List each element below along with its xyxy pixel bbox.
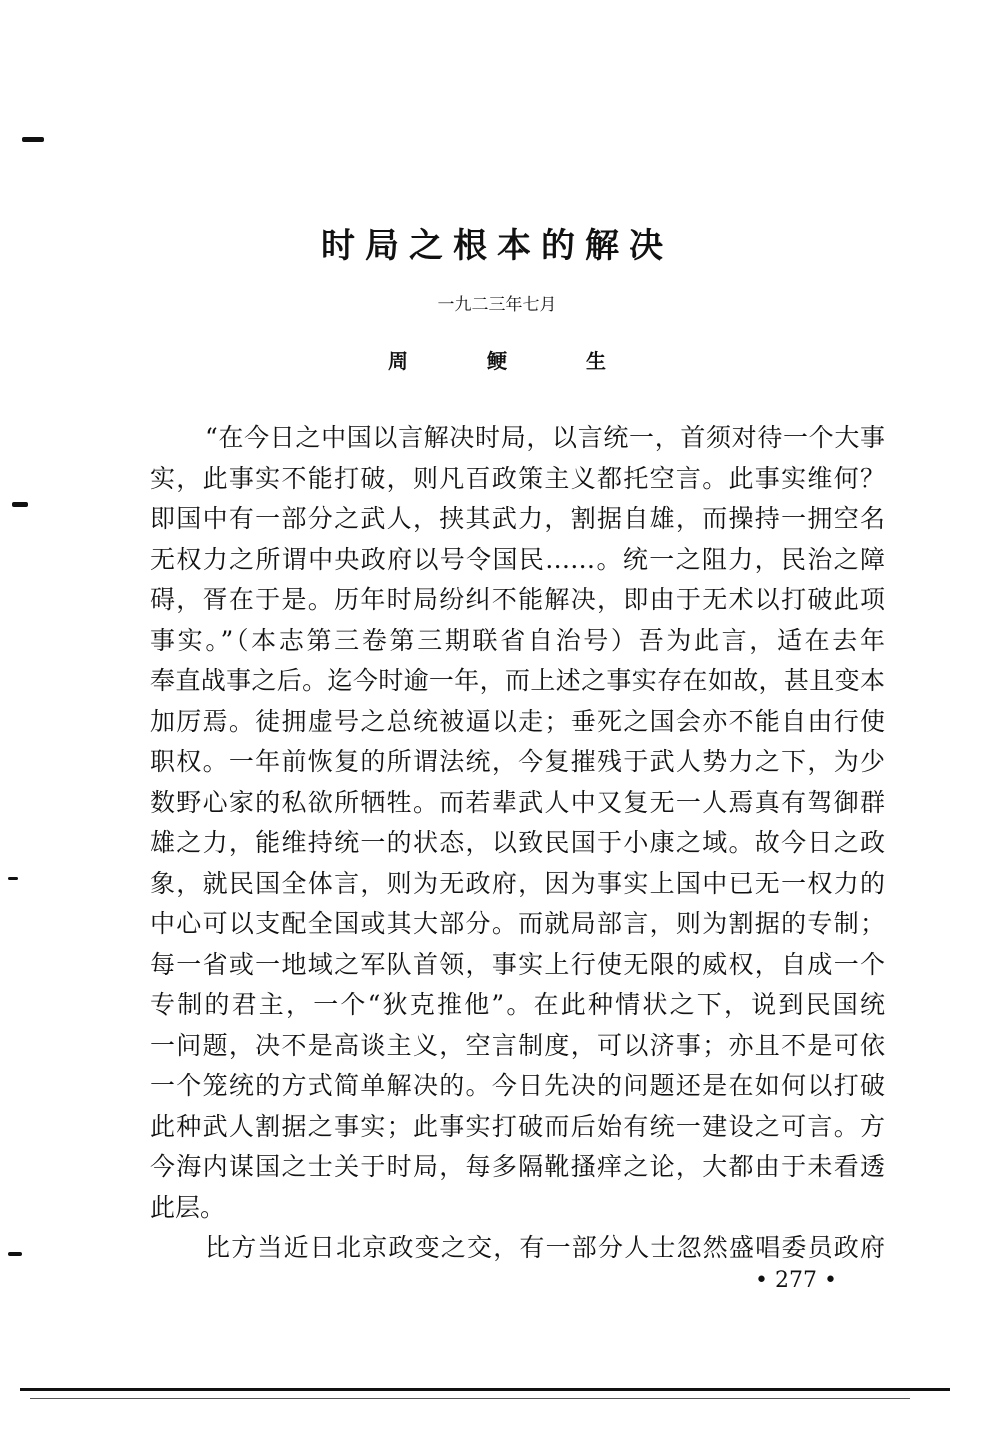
text-line: 事实。”（本志第三卷第三期联省自治号）吾为此言，适在去年 <box>150 625 885 655</box>
text-line: 雄之力，能维持统一的状态，以致民国于小康之域。故今日之政 <box>150 828 885 857</box>
text-line: 即国中有一部分之武人，挟其武力，割据自雄，而操持一拥空名 <box>150 504 885 533</box>
text-line: 碍，胥在于是。历年时局纷纠不能解决，即由于无术以打破此项 <box>150 585 885 614</box>
text-line: 此层。 <box>150 1192 226 1222</box>
text-line: 中心可以支配全国或其大部分。而就局部言，则为割据的专制； <box>150 909 885 938</box>
text-line: 象，就民国全体言，则为无政府，因为事实上国中已无一权力的 <box>150 868 885 898</box>
article-body <box>150 418 885 1269</box>
text-line: 职权。一年前恢复的所谓法统，今复摧残于武人势力之下，为少 <box>150 747 885 776</box>
text-line: 专制的君主，一个“狄克推他”。在此种情状之下，说到民国统 <box>150 990 885 1019</box>
text-line: 一问题，决不是高谈主义，空言制度，可以济事；亦且不是可依 <box>150 1030 885 1060</box>
text-line: 此种武人割据之事实；此事实打破而后始有统一建设之可言。方 <box>150 1111 885 1141</box>
scan-speck <box>8 877 18 880</box>
scan-speck <box>8 1252 22 1256</box>
text-line: 每一省或一地域之军队首领，事实上行使无限的威权，自成一个 <box>150 949 885 979</box>
page-number: • 277 • <box>755 1268 837 1293</box>
text-line: 加厉焉。徒拥虚号之总统被逼以走；垂死之国会亦不能自由行使 <box>150 706 885 736</box>
bottom-rule <box>20 1388 950 1391</box>
bottom-rule-thin <box>30 1398 910 1399</box>
text-line: 无权力之所谓中央政府以号令国民……。统一之阻力，民治之障 <box>150 544 885 574</box>
article-title: 时局之根本的解决 <box>321 226 673 266</box>
article-date: 一九二三年七月 <box>437 295 557 315</box>
text-line: 实，此事实不能打破，则凡百政策主义都托空言。此事实维何？ <box>150 463 885 493</box>
text-line: 一个笼统的方式简单解决的。今日先决的问题还是在如何以打破 <box>150 1071 885 1100</box>
scan-speck <box>12 502 28 507</box>
text-line: 数野心家的私欲所牺牲。而若辈武人中又复无一人焉真有驾御群 <box>150 787 885 817</box>
text-line: 奉直战事之后。迄今时逾一年，而上述之事实存在如故，甚且变本 <box>150 666 885 695</box>
scan-speck <box>22 137 44 142</box>
text-line: 比方当近日北京政变之交，有一部分人士忽然盛唱委员政府 <box>205 1233 885 1262</box>
text-line: 今海内谋国之士关于时局，每多隔靴搔痒之论，大都由于未看透 <box>150 1152 885 1181</box>
text-line: “在今日之中国以言解决时局，以言统一，首须对待一个大事 <box>205 423 885 452</box>
article-author: 周 鲠 生 <box>388 349 642 373</box>
